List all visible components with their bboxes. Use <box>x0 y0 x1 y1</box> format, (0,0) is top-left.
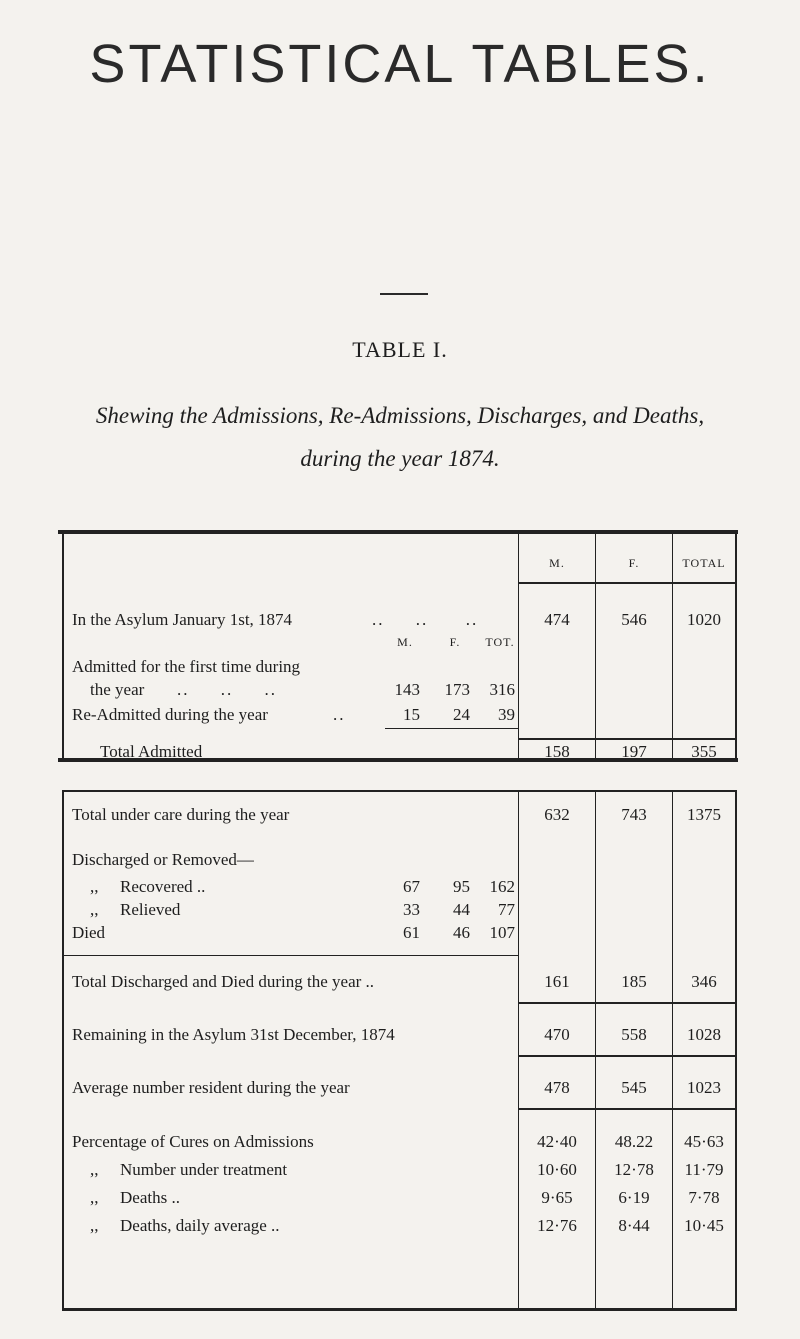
remaining-m: 470 <box>544 1025 570 1044</box>
subheader-tot: TOT. <box>485 635 515 649</box>
ditto-mark: ,, <box>90 1216 99 1235</box>
pct-daily-total: 10·45 <box>684 1216 724 1235</box>
leader-dots: .. .. .. <box>372 610 479 629</box>
died-tot: 107 <box>489 923 515 942</box>
ditto-mark: ,, <box>90 1160 99 1179</box>
continuation-left-border <box>62 790 64 1310</box>
row-label-admitted-first-line2: the year <box>90 680 145 699</box>
pct-treatment-m: 10·60 <box>537 1160 577 1179</box>
row-label-average: Average number resident during the year <box>72 1078 350 1097</box>
table-left-border <box>62 532 64 760</box>
row-divider <box>519 1002 735 1004</box>
page-title: STATISTICAL TABLES. <box>89 34 711 94</box>
pct-deaths-f: 6·19 <box>618 1188 650 1207</box>
average-m: 478 <box>544 1078 570 1097</box>
total-admitted-total: 355 <box>691 742 717 758</box>
row-label-total-admitted: Total Admitted <box>100 742 203 758</box>
relieved-m: 33 <box>403 900 420 919</box>
row-label-total-discharged: Total Discharged and Died during the year .. <box>72 972 375 991</box>
readmitted-m: 15 <box>403 705 420 724</box>
row-label-relieved: Relieved <box>120 900 181 919</box>
total-admitted-rule <box>519 738 735 740</box>
row-label-total-under-care: Total under care during the year <box>72 805 290 824</box>
table-right-border <box>735 532 737 760</box>
in-asylum-m: 474 <box>544 610 570 629</box>
pct-deaths-total: 7·78 <box>688 1188 720 1207</box>
table-subtitle-line2: during the year 1874. <box>300 446 500 471</box>
recovered-f: 95 <box>453 877 470 896</box>
subheader-m: M. <box>397 635 413 649</box>
row-label-pct-deaths: Deaths .. <box>120 1188 180 1207</box>
pct-deaths-m: 9·65 <box>541 1188 573 1207</box>
pct-daily-f: 8·44 <box>618 1216 650 1235</box>
row-label-pct-treatment: Number under treatment <box>120 1160 288 1179</box>
title-divider <box>380 293 428 295</box>
ditto-mark: ,, <box>90 1188 99 1207</box>
ditto-mark: ,, <box>90 877 99 896</box>
total-under-care-total: 1375 <box>687 805 721 824</box>
average-f: 545 <box>621 1078 647 1097</box>
relieved-f: 44 <box>453 900 470 919</box>
row-label-pct-cures: Percentage of Cures on Admissions <box>72 1132 314 1151</box>
readmitted-tot: 39 <box>498 705 515 724</box>
row-divider <box>519 1055 735 1057</box>
average-total: 1023 <box>687 1078 721 1097</box>
readmitted-f: 24 <box>453 705 470 724</box>
died-f: 46 <box>453 923 470 942</box>
leader-dots: .. <box>333 705 346 724</box>
header-total: TOTAL <box>682 556 726 570</box>
pct-daily-m: 12·76 <box>537 1216 577 1235</box>
row-label-admitted-first-line1: Admitted for the first time during <box>72 657 301 676</box>
subheader-f: F. <box>449 635 461 649</box>
row-label-died: Died <box>72 923 106 942</box>
row-divider <box>62 955 518 956</box>
total-admitted-m: 158 <box>544 742 570 758</box>
in-asylum-total: 1020 <box>687 610 721 629</box>
ditto-mark: ,, <box>90 900 99 919</box>
pct-treatment-f: 12·78 <box>614 1160 654 1179</box>
total-discharged-total: 346 <box>691 972 717 991</box>
remaining-total: 1028 <box>687 1025 721 1044</box>
header-m: M. <box>549 556 565 570</box>
row-divider <box>519 1108 735 1110</box>
remaining-f: 558 <box>621 1025 647 1044</box>
header-underline <box>519 582 735 584</box>
in-asylum-f: 546 <box>621 610 647 629</box>
continuation-top-rule <box>62 790 737 792</box>
row-label-discharged-heading: Discharged or Removed— <box>72 850 254 869</box>
continuation-bottom-border <box>62 1308 737 1311</box>
table-label: TABLE I. <box>352 337 448 362</box>
row-label-in-asylum: In the Asylum January 1st, 1874 <box>72 610 293 629</box>
total-under-care-m: 632 <box>544 805 570 824</box>
continuation-right-border <box>735 790 737 1310</box>
total-admitted-f: 197 <box>621 742 647 758</box>
row-label-remaining: Remaining in the Asylum 31st December, 1874 <box>72 1025 395 1044</box>
admitted-first-f: 173 <box>444 680 470 699</box>
table-top-border <box>58 530 738 534</box>
pct-cures-m: 42·40 <box>537 1132 577 1151</box>
leader-dots: .. .. .. <box>177 680 277 699</box>
table-subtitle-line1: Shewing the Admissions, Re-Admissions, Discharges, and Deaths, <box>95 403 705 428</box>
relieved-tot: 77 <box>498 900 515 919</box>
recovered-tot: 162 <box>489 877 515 896</box>
total-under-care-f: 743 <box>621 805 647 824</box>
died-m: 61 <box>403 923 420 942</box>
row-label-pct-daily: Deaths, daily average .. <box>120 1216 280 1235</box>
admitted-first-tot: 316 <box>489 680 515 699</box>
subtotal-rule <box>385 728 518 729</box>
recovered-m: 67 <box>403 877 420 896</box>
total-discharged-f: 185 <box>621 972 647 991</box>
row-label-readmitted: Re-Admitted during the year <box>72 705 268 724</box>
pct-cures-total: 45·63 <box>684 1132 724 1151</box>
table-bottom-border <box>58 758 738 762</box>
header-f: F. <box>628 556 640 570</box>
row-label-recovered: Recovered .. <box>120 877 206 896</box>
pct-treatment-total: 11·79 <box>684 1160 724 1179</box>
pct-cures-f: 48.22 <box>614 1132 654 1151</box>
admitted-first-m: 143 <box>394 680 420 699</box>
total-discharged-m: 161 <box>544 972 570 991</box>
